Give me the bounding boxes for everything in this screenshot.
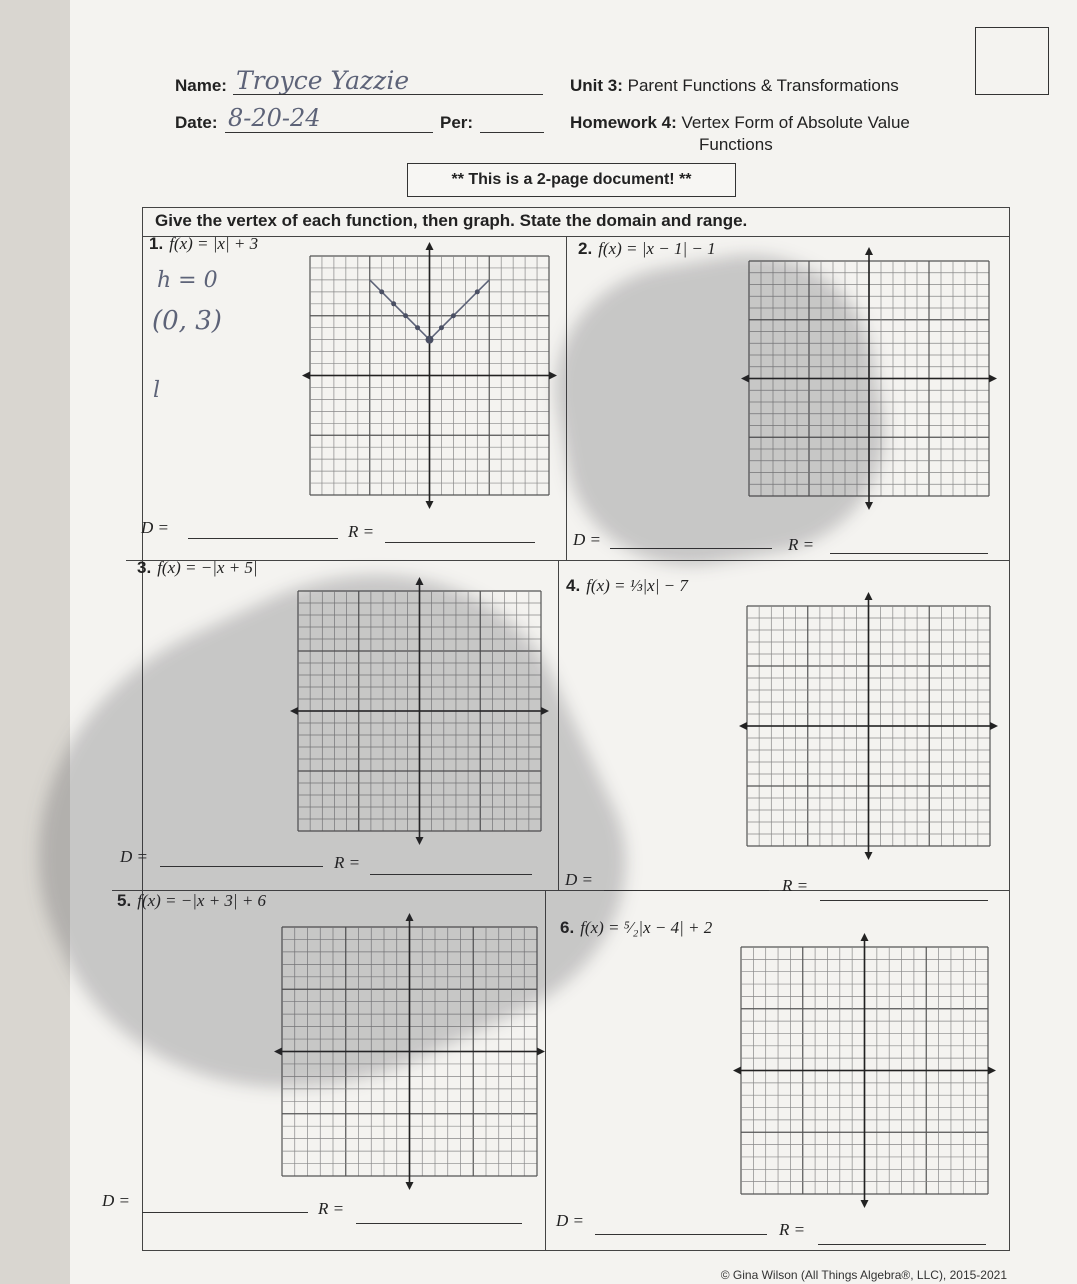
domain-input-1[interactable] [188,538,338,539]
domain-input-6[interactable] [595,1234,767,1235]
domain-label-1: D = [141,518,169,537]
per-label: Per: [440,113,474,132]
homework-label: Homework 4: [570,113,677,132]
plotted-point [475,289,480,294]
plotted-point [439,325,444,330]
domain-label-3: D = [120,847,148,866]
date-value: 8-20-24 [228,104,321,132]
arrow-right-icon [537,1048,545,1056]
homework-title: Vertex Form of Absolute Value [681,113,910,132]
problem-5-expr: f(x) = −|x + 3| + 6 [137,891,267,910]
arrow-down-icon [426,501,434,509]
plotted-point [379,289,384,294]
problem-2-num: 2. [578,239,593,258]
copyright: © Gina Wilson (All Things Algebra®, LLC), 2015-2021 [720,1268,1007,1282]
arrow-up-icon [865,592,873,600]
range-label-2: R = [788,535,815,554]
range-input-6[interactable] [818,1244,986,1245]
unit-label: Unit 3: [570,76,623,95]
coordinate-grid-4[interactable] [739,592,998,860]
name-label: Name: [175,76,227,95]
work-mark: l [153,378,161,403]
arrow-right-icon [990,722,998,730]
arrow-up-icon [865,247,873,255]
arrow-right-icon [988,1067,996,1075]
domain-input-4[interactable] [604,890,769,891]
problem-1-num: 1. [149,234,164,253]
arrow-up-icon [861,933,869,941]
plotted-point [403,313,408,318]
range-label-4: R = [782,876,809,895]
work-vertex: (0, 3) [152,306,222,336]
range-label-6: R = [779,1220,806,1239]
name-value: Troyce Yazzie [236,66,410,95]
plotted-point [426,336,434,344]
problem-3-expr: f(x) = −|x + 5| [157,558,258,577]
domain-label-2: D = [573,530,601,549]
coordinate-grid-1[interactable] [302,242,557,509]
range-label-1: R = [348,522,375,541]
plotted-point [415,325,420,330]
arrow-down-icon [406,1182,414,1190]
range-input-5[interactable] [356,1223,522,1224]
arrow-down-icon [861,1200,869,1208]
domain-label-6: D = [556,1211,584,1230]
range-label-3: R = [334,853,361,872]
problem-6-num: 6. [560,918,575,937]
arrow-right-icon [989,375,997,383]
problem-6-expr: f(x) = ⁵⁄₂|x − 4| + 2 [580,918,713,937]
range-label-5: R = [318,1199,345,1218]
range-input-2[interactable] [830,553,988,554]
page-notice: ** This is a 2-page document! ** [407,163,736,197]
arrow-left-icon [739,722,747,730]
problem-2-expr: f(x) = |x − 1| − 1 [598,239,716,258]
coordinate-grid-6[interactable] [733,933,996,1208]
arrow-left-icon [302,372,310,380]
work-h-value: h = 0 [157,268,218,293]
problem-1-expr: f(x) = |x| + 3 [169,234,259,253]
plotted-point [391,301,396,306]
instructions: Give the vertex of each function, then graph. State the domain and range. [155,211,748,230]
plotted-point [451,313,456,318]
problem-3-num: 3. [137,558,152,577]
problem-5-num: 5. [117,891,132,910]
domain-label-4: D = [565,870,593,889]
date-label: Date: [175,113,218,132]
problem-4-num: 4. [566,576,581,595]
range-input-4[interactable] [820,900,988,901]
problem-4-expr: f(x) = ⅓|x| − 7 [586,576,688,595]
arrow-down-icon [865,852,873,860]
arrow-down-icon [865,502,873,510]
homework-title-line2: Functions [699,135,773,154]
arrow-left-icon [733,1067,741,1075]
range-input-1[interactable] [385,542,535,543]
domain-input-5[interactable] [142,1212,308,1213]
unit-title: Parent Functions & Transformations [627,76,899,95]
domain-label-5: D = [102,1191,130,1210]
arrow-up-icon [426,242,434,250]
